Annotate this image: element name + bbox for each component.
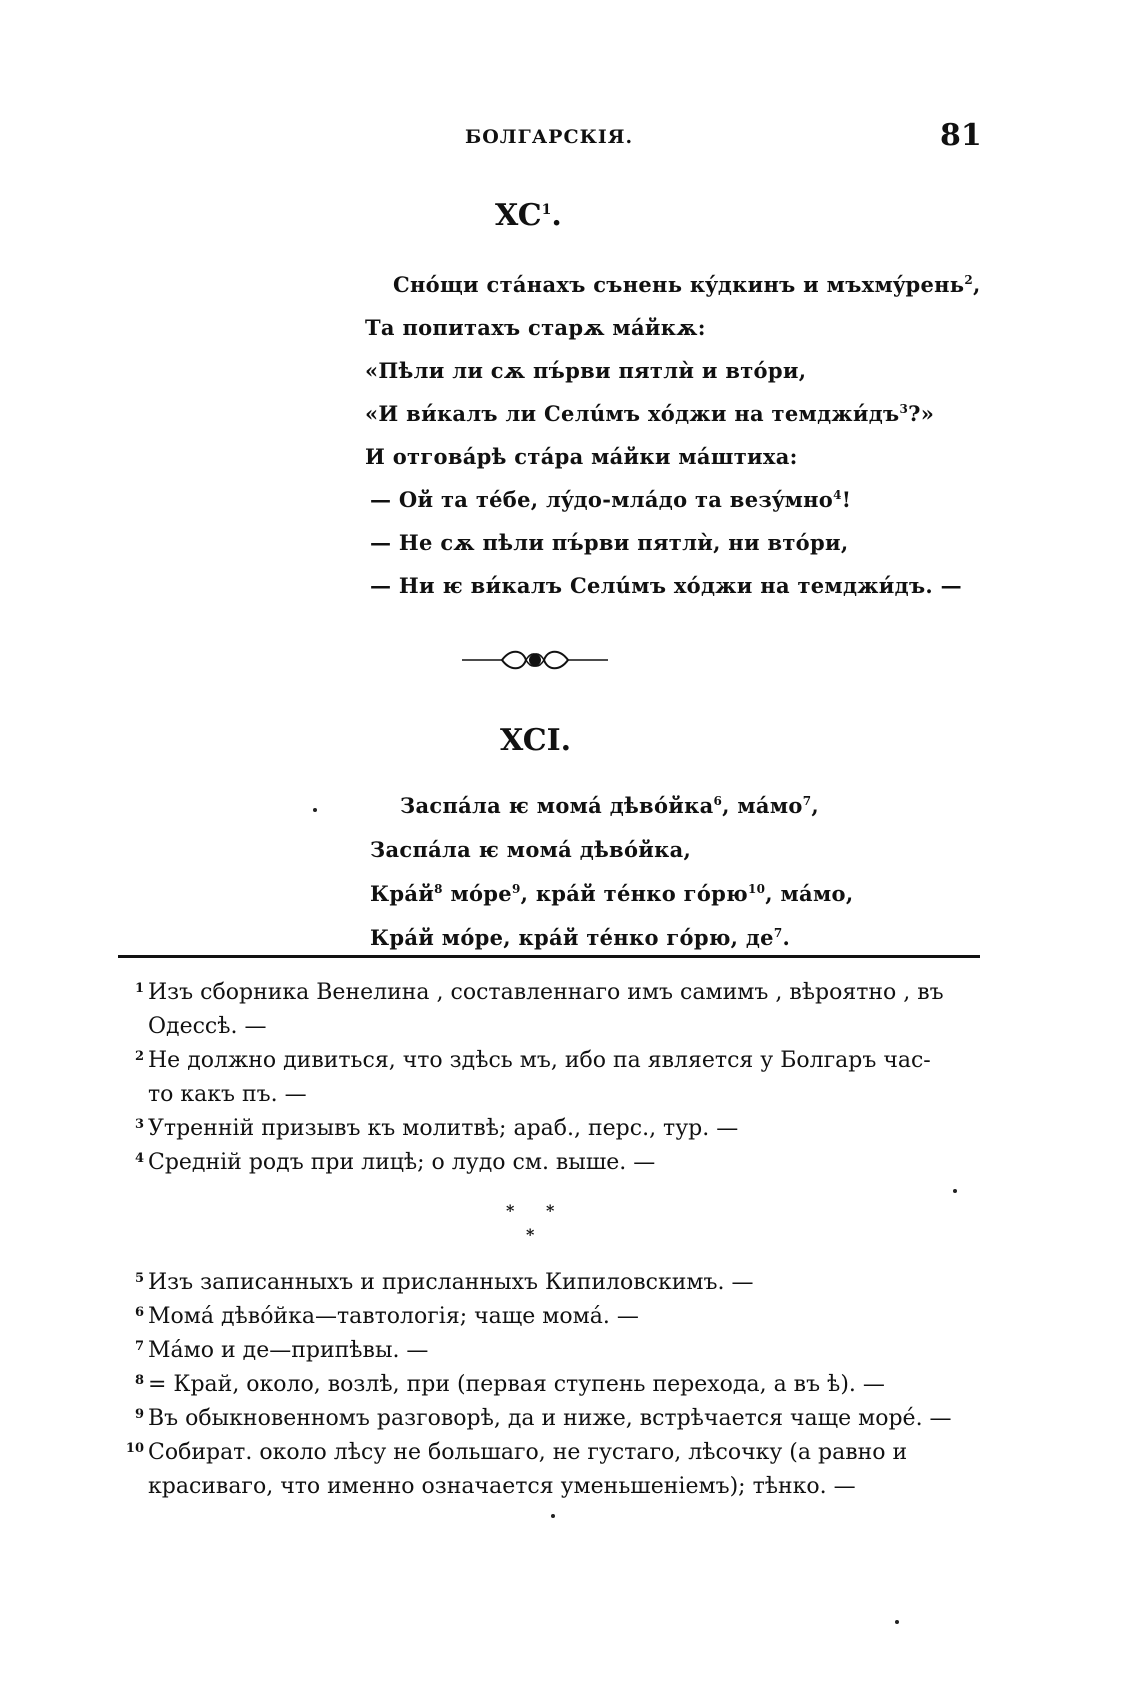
verse-text: Заспáла ѥ момá дѣвóйка	[400, 793, 714, 818]
footnotes-top	[118, 976, 998, 1180]
ink-speck	[895, 1620, 899, 1624]
page-number: 81	[940, 118, 982, 153]
footnote-marker: 5	[134, 1271, 144, 1286]
footnote-ref: 8	[434, 882, 443, 896]
footnote-ref: 2	[964, 273, 974, 287]
footnote-line: Въ обыкновенномъ разговорѣ, да и ниже, встрѣчается чаще море́. —	[148, 1406, 952, 1431]
footnote-line: Одессѣ. —	[148, 1014, 267, 1039]
verse-text: , мáмо	[722, 793, 803, 818]
ink-speck	[313, 808, 317, 812]
verse-line	[370, 530, 848, 555]
footnote-rule	[118, 955, 980, 958]
song-title-xc	[495, 198, 562, 233]
verse-text: «Пѣли ли сѫ пъ́рви пятлѝ и втóри,	[365, 358, 807, 383]
footnote-marker: 6	[134, 1305, 144, 1320]
footnote-marker: 1	[134, 981, 144, 996]
verse-text: мóре	[442, 881, 512, 906]
footnote-ref: 7	[773, 926, 783, 940]
verse-punct: !	[841, 487, 852, 512]
footnote-ref: 10	[747, 882, 766, 896]
song-title-xc-text: XC	[495, 198, 542, 233]
verse-text: — Ни ѥ ви́калъ Селúмъ хóджи на темджи́дъ. —	[370, 573, 962, 598]
verse-line	[393, 272, 981, 297]
verse-text: «И ви́калъ ли Селúмъ хóджи на темджи́дъ	[365, 401, 900, 426]
footnote-line: Изъ записанныхъ и присланныхъ Кипиловскимъ. —	[148, 1270, 754, 1295]
song-title-xc-period: .	[551, 198, 562, 233]
verse-line	[365, 315, 706, 340]
verse-line	[365, 444, 798, 469]
footnote-entry	[118, 1300, 998, 1334]
verse-text: , мáмо,	[765, 881, 854, 906]
song-title-xc-marker: 1	[541, 202, 552, 218]
verse-line	[370, 837, 691, 862]
verse-punct: ,	[973, 272, 981, 297]
footnote-marker: 4	[134, 1151, 144, 1166]
verse-text: Снóщи стáнахъ сънень кýдкинъ и мъхмýрень	[393, 272, 965, 297]
verse-text: — Не сѫ пѣли пъ́рви пятлѝ, ни втóри,	[370, 530, 849, 555]
footnote-line: Утренній призывъ къ молитвѣ; араб., перс., тур. —	[148, 1116, 739, 1141]
footnote-entry	[118, 1266, 998, 1300]
footnote-ref: 4	[833, 488, 842, 502]
footnote-line: красиваго, что именно означается уменьшеніемъ); тѣнко. —	[148, 1474, 856, 1499]
verse-line	[370, 487, 851, 512]
verse-punct: ?»	[908, 401, 935, 426]
footnote-marker: 2	[134, 1049, 144, 1064]
asterism-star: *	[506, 1201, 515, 1220]
footnote-marker: 7	[134, 1339, 144, 1354]
footnote-marker: 8	[134, 1373, 144, 1388]
verse-text: Та попитахъ старѫ мáйкѫ:	[365, 315, 706, 340]
footnote-line: Момá дѣвóйка—тавтологія; чаще момá. —	[148, 1304, 639, 1329]
verse-text: .	[782, 925, 791, 950]
footnote-marker: 10	[125, 1441, 144, 1456]
verse-text: Крáй	[370, 881, 435, 906]
footnote-entry	[118, 1368, 998, 1402]
footnote-ref: 7	[802, 794, 812, 808]
asterism	[118, 1180, 998, 1266]
footnote-entry	[118, 976, 998, 1044]
footnote-ref: 6	[713, 794, 723, 808]
footnote-ref: 9	[511, 882, 521, 896]
footnote-entry	[118, 1436, 998, 1504]
verse-text: ,	[811, 793, 819, 818]
verse-text: Крáй мóре, крáй тéнко гóрю, де	[370, 925, 774, 950]
verse-text: Заспáла ѥ момá дѣвóйка,	[370, 837, 692, 862]
footnotes	[118, 976, 998, 1504]
footnote-ref: 3	[899, 402, 909, 416]
verse-text: — Ой та тéбе, лýдо-млáдо та везýмно	[370, 487, 834, 512]
footnotes-bottom	[118, 1266, 998, 1504]
footnote-entry	[118, 1334, 998, 1368]
verse-line	[400, 793, 819, 818]
song-title-xci: XCI.	[500, 723, 572, 758]
footnote-entry	[118, 1402, 998, 1436]
verse-line	[370, 573, 962, 598]
footnote-line: Изъ сборника Венелина , составленнаго имъ самимъ , вѣроятно , въ	[148, 980, 944, 1005]
footnote-line: Мáмо и де—припѣвы. —	[148, 1338, 429, 1363]
footnote-line: = Край, около, возлѣ, при (первая ступень перехода, а въ ѣ). —	[148, 1372, 885, 1397]
ink-speck	[551, 1514, 555, 1518]
footnote-entry	[118, 1044, 998, 1112]
footnote-entry	[118, 1146, 998, 1180]
footnote-line: то какъ пъ. —	[148, 1082, 307, 1107]
asterism-star: *	[526, 1225, 535, 1244]
verse-text: И отговáрѣ стáра мáйки мáштиха:	[365, 444, 798, 469]
footnote-line: Средній родъ при лицѣ; о лудо см. выше. —	[148, 1150, 656, 1175]
footnote-line: Не должно дивиться, что здѣсь мъ, ибо па является у Болгаръ час-	[148, 1048, 931, 1073]
verse-line	[365, 358, 806, 383]
verse-line	[370, 881, 853, 906]
footnote-marker: 3	[134, 1117, 144, 1132]
ink-speck	[953, 1189, 957, 1193]
verse-line	[365, 401, 934, 426]
page-header	[0, 118, 1140, 158]
footnote-line: Собират. около лѣсу не большаго, не густаго, лѣсочку (а равно и	[148, 1440, 908, 1465]
verse-line	[370, 925, 790, 950]
ornament-divider-icon	[460, 645, 610, 675]
footnote-marker: 9	[134, 1407, 144, 1422]
footnote-entry	[118, 1112, 998, 1146]
running-title: БОЛГАРСКІЯ.	[465, 126, 634, 148]
asterism-star: *	[546, 1201, 555, 1220]
verse-text: , крáй тéнко гóрю	[520, 881, 748, 906]
